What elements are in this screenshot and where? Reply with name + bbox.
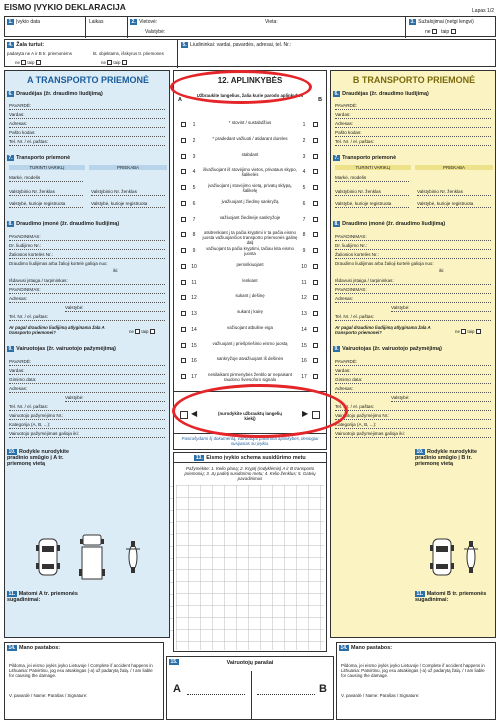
- remarks-a-box: 14. Mano pastabos: Pildoma, jei eismo įvykis įvyko Lietuvoje / Complete if accident happens in Lithuania: Patvirtinu, jog esu atsakingas (-a) už padarytą žalą. / I am liable for causing the damage. V. pavardė / Name: Parašas / Signature:: [4, 642, 164, 720]
- circumstance-b-checkbox[interactable]: [313, 327, 318, 332]
- insured-b-label: Draudėjas (žr. draudimo liudijimą): [342, 91, 429, 97]
- driver-b-surname[interactable]: PAVARDĖ:: [335, 359, 491, 366]
- remarks-b-sig: V. pavardė / Name: Parašas / Signature:: [341, 693, 420, 698]
- casco-a-no[interactable]: [135, 329, 140, 334]
- truck-a-icon[interactable]: [77, 533, 107, 581]
- casco-b-no[interactable]: [461, 329, 466, 334]
- circumstance-text: įvažiuojant į žiedinę sankryžą: [221, 198, 279, 204]
- remarks-a-note: Pildoma, jei eismo įvykis įvyko Lietuvoje / Complete if accident happens in Lithuania: Patvirtinu, jog esu atsakingas (-a) už padarytą žalą. / I am liable for causing the damage.: [9, 663, 153, 678]
- circumstance-row: [174, 357, 326, 373]
- insurer-a-label: Draudimo įmonė (žr. draudimo liudijimą): [16, 221, 120, 227]
- circumstance-number-b: 17: [301, 374, 307, 381]
- driver-b-dob[interactable]: Gimimo data:: [335, 377, 491, 384]
- insured-a-surname[interactable]: PAVARDĖ:: [9, 103, 165, 110]
- highlight-circle-title: [170, 70, 312, 104]
- branch-b-name[interactable]: PAVADINIMAS:: [335, 287, 491, 294]
- circumstance-b-checkbox[interactable]: [313, 154, 318, 159]
- valid-a: Draudimo liudijimas arba žalioji kortelė galioja nuo:: [9, 261, 108, 266]
- motor-a-label: TURINTI VARIKLĮ: [9, 165, 85, 170]
- circumstance-number-a: 2: [192, 137, 196, 144]
- car-a-icon[interactable]: [33, 537, 63, 577]
- injured-label: Sužalojimai (netgi lengvi): [418, 19, 474, 25]
- circumstance-number-a: 8: [192, 232, 196, 239]
- circumstance-a-checkbox[interactable]: [181, 327, 186, 332]
- circumstance-number-b: 16: [301, 358, 307, 365]
- signature-b-field[interactable]: [257, 685, 315, 695]
- insured-a-phone[interactable]: Tel. Nr. / el. paštas:: [9, 139, 165, 146]
- branch-a-phone[interactable]: Tel. Nr. / el. paštas:: [9, 314, 165, 321]
- circumstance-b-checkbox[interactable]: [313, 280, 318, 285]
- valid-b: Draudimo liudijimas arba žalioji kortelė galioja nuo:: [335, 261, 434, 266]
- circumstance-a-checkbox[interactable]: [181, 169, 186, 174]
- driver-a-name[interactable]: Vardas:: [9, 368, 165, 375]
- remarks-a-sig: V. pavardė / Name: Parašas / Signature:: [9, 693, 88, 698]
- circumstance-text: stabdant: [241, 151, 259, 157]
- driver-b-address[interactable]: Adresas:: [335, 386, 491, 393]
- circumstance-text: išvažiuojant iš stovėjimo vietos, privataus skypo, šalikelės: [203, 167, 297, 178]
- circumstance-number-a: 14: [191, 326, 197, 333]
- circumstance-b-checkbox[interactable]: [313, 138, 318, 143]
- insured-b-surname[interactable]: PAVARDĖ:: [335, 103, 491, 110]
- highlight-circle-count: [172, 384, 348, 438]
- insured-b-address[interactable]: Adresas:: [335, 121, 491, 128]
- sketch-grid[interactable]: [176, 485, 324, 650]
- motorcycle-b-icon[interactable]: [461, 537, 481, 577]
- circumstance-text: persirikiuojant: [236, 261, 264, 267]
- circumstance-b-checkbox[interactable]: [313, 374, 318, 379]
- circumstance-row: [174, 310, 326, 326]
- make-b[interactable]: Markė, modelis: [335, 175, 409, 182]
- driver-b-lic-valid[interactable]: Vairuotojo pažymėjimas galioja iki:: [335, 431, 491, 438]
- signatures-label: Vairuotojų parašai: [226, 660, 274, 666]
- no-label: ne: [129, 329, 134, 334]
- driver-a-dob[interactable]: Gimimo data:: [9, 377, 165, 384]
- vehicle-b-column: B TRANSPORTO PRIEMONĖ 6. Draudėjas (žr. draudimo liudijimą) PAVARDĖ: Vardas: Adresas: Pašto kodas: Tel. Nr. / el. paštas: 7. Transporto priemonė TURINTI VARIKLĮ PRIEKABA Markė, modelis Valstybinio Nr. ženklas Valstybinio Nr. ženklas Valstybė, kurioje registruota Valstybė, kurioje registruota 8. Draudimo įmonė (žr. draudimo liudijimą) PAVADINIMAS: Dr. liudijimo Nr.: Žaliosios kortelės Nr.: Draudimo liudijimas arba žalioji kortelė galioja nuo: iki: Išdavusi įstaiga / tarpininkas: PAVADINIMAS: Adresas: Valstybė: Tel. Nr. / el. paštas: Ar pagal draudimo liudijimą atlyginama žala A transporto priemonei? ne taip 9. Vairuotojas (žr. vairuotojo pažymėjimą) PAVARDĖ: Vardas: Gimimo data: Adresas: Valstybė: Tel. Nr. / el. paštas: Vairuotojo pažymėjimo Nr.: Kategorija (A, B, ...): Vairuotojo pažymėjimas galioja iki: 10. Rodykle nurodykite pradinio smūgio į B tr. priemonę vietą 11. Matomi B tr. priemonės sugadinimai:: [330, 70, 496, 638]
- circumstance-a-checkbox[interactable]: [181, 280, 186, 285]
- circumstances-intro: Užbraukite langelius, žalia kurie parodo aplinkybes: [196, 93, 304, 98]
- no-label: ne: [425, 29, 431, 35]
- casco-a: Ar pagal draudimo liudijimą atlyginama žala A transporto priemonei?: [9, 325, 105, 335]
- visible-b-label: Matomi B tr. priemonės sugadinimai:: [415, 591, 487, 603]
- signature-a-field[interactable]: [187, 685, 245, 695]
- plate-a[interactable]: Valstybinio Nr. ženklas: [9, 189, 83, 196]
- motor-b-label: TURINTI VARIKLĮ: [335, 165, 411, 170]
- damage-veh-yes-checkbox[interactable]: [36, 60, 41, 65]
- insured-b-name[interactable]: Vardas:: [335, 112, 491, 119]
- driver-a-category[interactable]: Kategorija (A, B, ...):: [9, 422, 165, 429]
- circumstance-text: sankryžoje atvažiuojant iš dešinės: [216, 356, 284, 362]
- signatures-box: 15. Vairuotojų parašai A B: [166, 656, 334, 720]
- circumstance-number-a: 13: [191, 311, 197, 318]
- circumstance-number-a: 6: [192, 200, 196, 207]
- circumstance-number-b: 4: [302, 169, 306, 176]
- state-label: Valstybė:: [145, 29, 166, 35]
- insured-a-name[interactable]: Vardas:: [9, 112, 165, 119]
- yes-label: taip: [113, 60, 121, 65]
- injured-no-checkbox[interactable]: [432, 29, 437, 34]
- form-title: EISMO ĮVYKIO DEKLARACIJA: [4, 2, 126, 12]
- country-a-trailer[interactable]: Valstybė, kurioje registruota: [91, 201, 165, 208]
- circumstance-b-checkbox[interactable]: [313, 201, 318, 206]
- circumstance-text: lenkiant: [242, 277, 258, 283]
- circumstance-number-b: 5: [302, 185, 306, 192]
- circumstance-number-b: 9: [302, 248, 306, 255]
- circumstance-a-checkbox[interactable]: [181, 358, 186, 363]
- make-a[interactable]: Markė, modelis: [9, 175, 83, 182]
- insured-b-phone[interactable]: Tel. Nr. / el. paštas:: [335, 139, 491, 146]
- branch-a-address[interactable]: Adresas:: [9, 296, 165, 303]
- circumstance-number-a: 1: [192, 122, 196, 128]
- circumstance-text: važiuojant atbuline eiga: [227, 324, 273, 330]
- date-label: Įvykio data: [16, 19, 41, 25]
- location-label: Vieta:: [265, 19, 278, 25]
- sketch-note: Pažymėkite: 1. Kelio planą; 2. Kryptį (rodyklėmis) A ir B transporto priemonių; 3. Jų padėtį susidūrimo metu; 4. Kelio ženklus; 5. Gatvių pavadinimus: [184, 466, 316, 481]
- yes-label: taip: [27, 60, 35, 65]
- till-b: iki:: [439, 268, 445, 273]
- plate-b-trailer[interactable]: Valstybinio Nr. ženklas: [417, 189, 491, 196]
- driver-b-phone[interactable]: Tel. Nr. / el. paštas:: [335, 404, 491, 411]
- circumstance-number-b: 1: [302, 122, 306, 128]
- circumstance-text: sukant į kairę: [237, 309, 263, 315]
- yes-label: taip: [467, 329, 475, 334]
- driver-a-lic-valid[interactable]: Vairuotojo pažymėjimas galioja iki:: [9, 431, 165, 438]
- circumstance-row: [174, 200, 326, 216]
- vehicle-b-label: Transporto priemonė: [342, 155, 397, 161]
- country-a[interactable]: Valstybė, kurioje registruota: [9, 201, 83, 208]
- circumstance-text: įvažiuojant į stovėjimo vietą, privatų sklypą, šalikelę: [208, 183, 292, 193]
- insured-a-label: Draudėjas (žr. draudimo liudijimą): [16, 91, 103, 97]
- circumstance-a-checkbox[interactable]: [181, 295, 186, 300]
- circumstance-number-b: 13: [301, 311, 307, 318]
- signature-a-label: A: [173, 683, 181, 695]
- circumstance-b-checkbox[interactable]: [313, 343, 318, 348]
- no-label: ne: [101, 60, 106, 65]
- count-label: (nurodykite užbrauktų langelių kiekį): [218, 411, 282, 421]
- insurer-b-label: Draudimo įmonė (žr. draudimo liudijimą): [342, 221, 446, 227]
- circumstance-number-b: 10: [301, 263, 307, 270]
- circumstance-a-checkbox[interactable]: [181, 374, 186, 379]
- circumstance-a-checkbox[interactable]: [181, 154, 186, 159]
- damage-objects-label: kt. objektams, išskyrus tr. priemones: [93, 51, 164, 56]
- circumstance-b-checkbox[interactable]: [313, 217, 318, 222]
- vehicle-a-title: A TRANSPORTO PRIEMONĖ: [26, 75, 149, 85]
- circumstance-a-checkbox[interactable]: [181, 264, 186, 269]
- circumstance-number-b: 6: [302, 200, 306, 207]
- circumstance-text: sukant į dešinę: [235, 293, 265, 299]
- driver-b-label: Vairuotojas (žr. vairuotojo pažymėjimą): [342, 346, 442, 352]
- green-card-a[interactable]: Žaliosios kortelės Nr.:: [9, 252, 165, 259]
- damage-obj-no-checkbox[interactable]: [107, 60, 112, 65]
- policy-a[interactable]: Dr. liudijimo Nr.:: [9, 243, 165, 250]
- no-label: ne: [455, 329, 460, 334]
- casco-b: Ar pagal draudimo liudijimą atlyginama žala A transporto priemonei?: [335, 325, 431, 335]
- remarks-b-note: Pildoma, jei eismo įvykis įvyko Lietuvoje / Complete if accident happens in Lithuania: Patvirtinu, jog esu atsakingas (-a) už padarytą žalą. / I am liable for causing the damage.: [341, 663, 485, 678]
- circumstance-text: * pradedant važiuoti / atidarant dureles: [212, 135, 288, 141]
- circumstance-number-b: 14: [301, 326, 307, 333]
- circumstance-number-a: 12: [191, 295, 197, 302]
- branch-b-address[interactable]: Adresas:: [335, 296, 491, 303]
- circumstance-row: [174, 168, 326, 184]
- row-date-place: 1. Įvykio data Laikas 2. Vietovė: Vieta: Valstybė: 3. Sužalojimai (netgi lengvi) ne taip: [4, 16, 496, 37]
- branch-b-country[interactable]: Valstybė:: [391, 305, 491, 312]
- driver-a-licence[interactable]: Vairuotojo pažymėjimo Nr.:: [9, 413, 165, 420]
- circumstance-number-b: 3: [302, 153, 306, 160]
- circumstance-number-a: 9: [192, 248, 196, 255]
- insured-a-postcode[interactable]: Pašto kodas:: [9, 130, 165, 137]
- time-label: Laikas: [89, 19, 104, 25]
- driver-b-category[interactable]: Kategorija (A, B, ...):: [335, 422, 491, 429]
- yes-label: taip: [441, 29, 450, 35]
- driver-a-phone[interactable]: Tel. Nr. / el. paštas:: [9, 404, 165, 411]
- circumstance-number-a: 15: [191, 342, 197, 349]
- damage-veh-no-checkbox[interactable]: [21, 60, 26, 65]
- page-number: Lapas 1/2: [472, 8, 494, 14]
- circumstance-number-a: 3: [192, 153, 196, 160]
- green-card-b[interactable]: Žaliosios kortelės Nr.:: [335, 252, 491, 259]
- circumstance-row: [174, 153, 326, 169]
- circumstance-text: nesilaikant pirmenybės ženklo ar nepaisant raudono šviesoforo signalo: [208, 372, 292, 383]
- circumstance-number-b: 7: [302, 216, 306, 223]
- remarks-a-label: Mano pastabos:: [18, 645, 60, 651]
- driver-a-surname[interactable]: PAVARDĖ:: [9, 359, 165, 366]
- branch-a-name[interactable]: PAVADINIMAS:: [9, 287, 165, 294]
- circumstance-a-checkbox[interactable]: [181, 232, 186, 237]
- circumstance-a-checkbox[interactable]: [181, 138, 186, 143]
- signature-b-label: B: [319, 683, 327, 695]
- circumstance-number-a: 4: [192, 169, 196, 176]
- yes-label: taip: [141, 329, 149, 334]
- impact-a-label: Rodykle nurodykite pradinio smūgio į A tr. priemonę vietą: [7, 449, 69, 467]
- circumstance-text: važiuojant ta pačia kryptimi, tačiau kita eismo juosta: [206, 246, 294, 256]
- driver-a-address[interactable]: Adresas:: [9, 386, 165, 393]
- circumstance-b-checkbox[interactable]: [313, 295, 318, 300]
- visible-a-label: Matomi A tr. priemonės sugadinimai:: [7, 591, 78, 603]
- circumstance-b-checkbox[interactable]: [313, 358, 318, 363]
- sign-note: Pasirašydami šį dokumentą, vairuotojai patvirtina aplinkybes, tiesiogiai susijusias su įvykiu.: [181, 436, 319, 446]
- circumstance-row: [174, 342, 326, 358]
- damage-obj-yes-checkbox[interactable]: [122, 60, 127, 65]
- arrow-left-icon: ◀: [191, 409, 198, 418]
- insurer-a-name[interactable]: PAVADINIMAS:: [9, 234, 165, 241]
- remarks-b-box: 14. Mano pastabos: Pildoma, jei eismo įvykis įvyko Lietuvoje / Complete if accident happens in Lithuania: Patvirtinu, jog esu atsakingas (-a) už padarytą žalą. / I am liable for causing the damage. V. pavardė / Name: Parašas / Signature:: [336, 642, 496, 720]
- trailer-a-label: PRIEKABA: [89, 165, 167, 170]
- witnesses-label: Liudininkai: vardai, pavardės, adresai, tel. Nr.:: [190, 42, 292, 48]
- circumstance-text: važiuojant į priešpriešinio eismo juostą: [212, 340, 288, 346]
- circumstance-text: važiuojant žiedinėje sankryžoje: [219, 214, 281, 220]
- circumstance-a-checkbox[interactable]: [181, 248, 186, 253]
- circumstance-a-checkbox[interactable]: [181, 201, 186, 206]
- plate-b[interactable]: Valstybinio Nr. ženklas: [335, 189, 409, 196]
- circumstance-number-a: 10: [191, 263, 197, 270]
- circumstance-number-a: 17: [191, 374, 197, 381]
- motorcycle-a-icon[interactable]: [123, 537, 143, 577]
- remarks-b-label: Mano pastabos:: [350, 645, 392, 651]
- circumstance-number-a: 5: [192, 185, 196, 192]
- no-label: ne: [15, 60, 20, 65]
- col-a-letter: A: [178, 97, 182, 103]
- sketch-title: Eismo įvykio schema susidūrimo metu: [206, 455, 306, 461]
- circumstance-row: [174, 216, 326, 232]
- circumstance-b-checkbox[interactable]: [313, 248, 318, 253]
- driver-b-licence[interactable]: Vairuotojo pažymėjimo Nr.:: [335, 413, 491, 420]
- circumstance-row: [174, 137, 326, 153]
- circumstance-number-a: 16: [191, 358, 197, 365]
- circumstance-number-b: 12: [301, 295, 307, 302]
- circumstance-number-b: 11: [301, 279, 307, 286]
- insured-b-postcode[interactable]: Pašto kodas:: [335, 130, 491, 137]
- circumstances-title: 12. APLINKYBĖS: [217, 76, 283, 85]
- circumstance-a-checkbox[interactable]: [181, 217, 186, 222]
- circumstance-row: [174, 184, 326, 200]
- insurer-b-name[interactable]: PAVADINIMAS:: [335, 234, 491, 241]
- circumstance-text: * stovint / sustabdžius: [228, 120, 272, 125]
- driver-b-name[interactable]: Vardas:: [335, 368, 491, 375]
- circumstance-row: [174, 121, 326, 137]
- vehicle-b-title: B TRANSPORTO PRIEMONĖ: [352, 75, 476, 85]
- branch-a[interactable]: Išdavusi įstaiga / tarpininkas:: [9, 278, 165, 285]
- circumstance-row: [174, 247, 326, 263]
- circumstance-a-checkbox[interactable]: [181, 185, 186, 190]
- driver-b-country[interactable]: Valstybė:: [391, 395, 491, 402]
- trailer-b-label: PRIEKABA: [415, 165, 493, 170]
- circumstance-b-checkbox[interactable]: [313, 185, 318, 190]
- insured-a-address[interactable]: Adresas:: [9, 121, 165, 128]
- circumstance-b-checkbox[interactable]: [313, 264, 318, 269]
- vehicle-a-column: A TRANSPORTO PRIEMONĖ 6. Draudėjas (žr. draudimo liudijimą) PAVARDĖ: Vardas: Adresas: Pašto kodas: Tel. Nr. / el. paštas: 7. Transporto priemonė TURINTI VARIKLĮ PRIEKABA Markė, modelis Valstybinio Nr. ženklas Valstybinio Nr. ženklas Valstybė, kurioje registruota Valstybė, kurioje registruota 8. Draudimo įmonė (žr. draudimo liudijimą) PAVADINIMAS: Dr. liudijimo Nr.: Žaliosios kortelės Nr.: Draudimo liudijimas arba žalioji kortelė galioja nuo: iki: Išdavusi įstaiga / tarpininkas: PAVADINIMAS: Adresas: Valstybė: Tel. Nr. / el. paštas: Ar pagal draudimo liudijimą atlyginama žala A transporto priemonei? ne taip 9. Vairuotojas (žr. vairuotojo pažymėjimą) PAVARDĖ: Vardas: Gimimo data: Adresas: Valstybė: Tel. Nr. / el. paštas: Vairuotojo pažymėjimo Nr.: Kategorija (A, B, ...): Vairuotojo pažymėjimas galioja iki: 10. Rodykle nurodykite pradinio smūgio į A tr. priemonę vietą 11. Matomi A tr. priemonės sugadinimai:: [4, 70, 170, 638]
- country-b[interactable]: Valstybė, kurioje registruota: [335, 201, 409, 208]
- circumstance-b-checkbox[interactable]: [313, 232, 318, 237]
- circumstance-a-checkbox[interactable]: [181, 122, 186, 127]
- circumstance-number-b: 8: [302, 232, 306, 239]
- row-damage-witnesses: 4. Žala turtui: padaryta ne A ir B tr. priemonėms kt. objektams, išskyrus tr. priemones ne taip ne taip 5. Liudininkai: vardai, pavardės, adresai, tel. Nr.:: [4, 39, 496, 67]
- circumstance-number-b: 2: [302, 137, 306, 144]
- injured-yes-checkbox[interactable]: [451, 29, 456, 34]
- circumstance-text: atsitrenkiant į ta pačia kryptimi ir ta pačia eismo juosta važiuojančios transporto priemonės galinę dalį: [202, 230, 298, 245]
- till-a: iki:: [113, 268, 119, 273]
- circumstance-b-checkbox[interactable]: [313, 122, 318, 127]
- circumstance-row: [174, 263, 326, 279]
- plate-a-trailer[interactable]: Valstybinio Nr. ženklas: [91, 189, 165, 196]
- driver-a-label: Vairuotojas (žr. vairuotojo pažymėjimą): [16, 346, 116, 352]
- circumstance-a-checkbox[interactable]: [181, 311, 186, 316]
- col-b-letter: B: [318, 97, 322, 103]
- policy-b[interactable]: Dr. liudijimo Nr.:: [335, 243, 491, 250]
- impact-b-label: Rodykle nurodykite pradinio smūgio į B tr. priemonę vietą: [415, 449, 477, 467]
- branch-b-phone[interactable]: Tel. Nr. / el. paštas:: [335, 314, 491, 321]
- driver-a-country[interactable]: Valstybė:: [65, 395, 165, 402]
- place-label: Vietovė:: [139, 19, 158, 25]
- circumstance-row: [174, 279, 326, 295]
- circumstance-a-checkbox[interactable]: [181, 343, 186, 348]
- circumstance-number-a: 7: [192, 216, 196, 223]
- car-b-icon[interactable]: [427, 537, 457, 577]
- casco-a-yes[interactable]: [150, 329, 155, 334]
- branch-b[interactable]: Išdavusi įstaiga / tarpininkas:: [335, 278, 491, 285]
- circumstance-number-a: 11: [191, 279, 197, 286]
- vehicle-a-label: Transporto priemonė: [16, 155, 71, 161]
- circumstance-row: [174, 231, 326, 247]
- branch-a-country[interactable]: Valstybė:: [65, 305, 165, 312]
- circumstance-row: [174, 326, 326, 342]
- circumstance-b-checkbox[interactable]: [313, 169, 318, 174]
- casco-b-yes[interactable]: [476, 329, 481, 334]
- arrow-right-icon: ▶: [302, 409, 309, 418]
- circumstance-number-b: 15: [301, 342, 307, 349]
- damage-label: Žala turtui:: [16, 42, 45, 48]
- sketch-box: 13. Eismo įvykio schema susidūrimo metu Pažymėkite: 1. Kelio planą; 2. Kryptį (rodyklėmis) A ir B transporto priemonių; 3. Jų padėtį susidūrimo metu; 4. Kelio ženklus; 5. Gatvių pavadinimus: [173, 452, 327, 652]
- circumstance-row: [174, 294, 326, 310]
- country-b-trailer[interactable]: Valstybė, kurioje registruota: [417, 201, 491, 208]
- damage-vehicles-label: padaryta ne A ir B tr. priemonėms: [7, 51, 72, 56]
- circumstance-b-checkbox[interactable]: [313, 311, 318, 316]
